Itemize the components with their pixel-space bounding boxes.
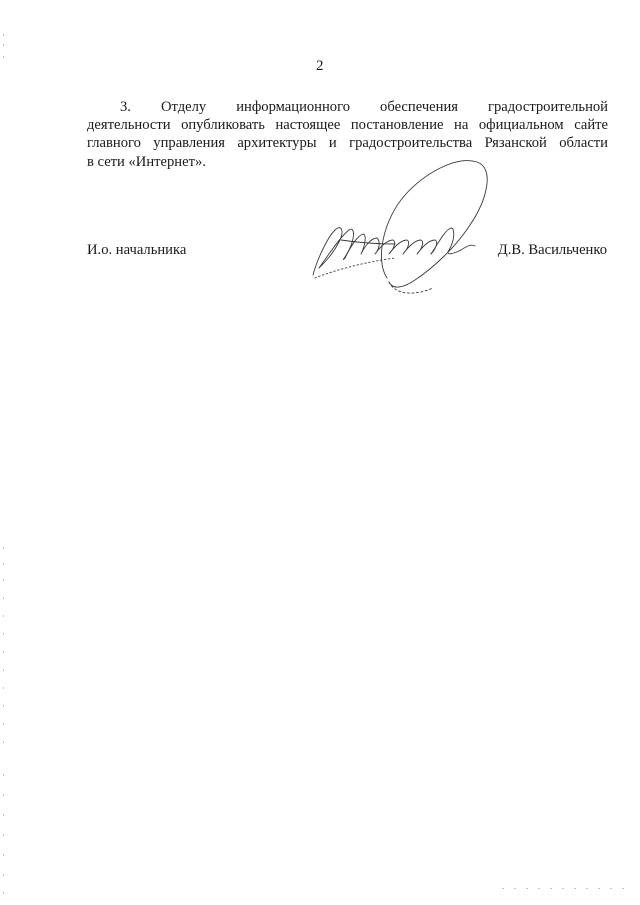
paragraph-line: главного управления архитектуры и градостроительства Рязанской области [87,135,608,152]
paragraph-line: в сети «Интернет». [87,153,206,170]
scan-edge-marks [2,30,6,70]
scan-bottom-marks [500,887,630,891]
paragraph-line: деятельности опубликовать настоящее постановление на официальном сайте [87,117,608,134]
scan-edge-marks [2,770,6,900]
scan-edge-marks [2,545,6,755]
signatory-title: И.о. начальника [87,242,187,258]
paragraph-line: 3. Отделу информационного обеспечения градостроительной [120,99,608,115]
page-number: 2 [316,58,324,74]
signatory-name: Д.В. Васильченко [497,242,607,258]
handwritten-signature [305,150,505,300]
